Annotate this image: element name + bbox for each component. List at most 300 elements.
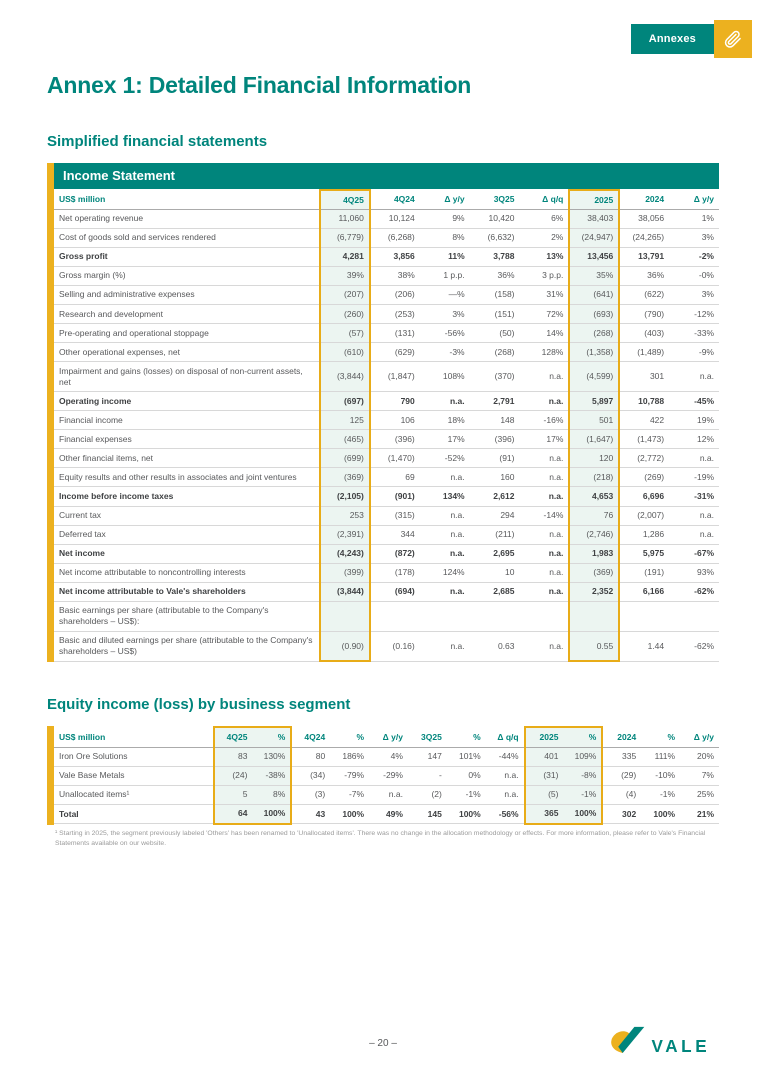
row-label: Other operational expenses, net	[54, 343, 320, 362]
row-label: Current tax	[54, 506, 320, 525]
cell: (0.90)	[320, 631, 370, 661]
cell: -16%	[520, 411, 570, 430]
income-statement-table	[54, 189, 719, 663]
row-label: Net income attributable to Vale's shareholders	[54, 582, 320, 601]
page-number: – 20 –	[369, 1038, 397, 1049]
cell: 6,166	[619, 582, 669, 601]
table-row	[54, 430, 719, 449]
cell: (253)	[370, 305, 420, 324]
cell: 3%	[420, 305, 470, 324]
cell: 125	[320, 411, 370, 430]
cell: n.a.	[420, 631, 470, 661]
cell: 9%	[420, 209, 470, 228]
table-row	[54, 449, 719, 468]
cell: 1%	[669, 209, 719, 228]
cell	[370, 601, 420, 631]
row-label: Pre-operating and operational stoppage	[54, 324, 320, 343]
table-row	[54, 468, 719, 487]
cell: 43	[291, 804, 330, 824]
cell: n.a.	[669, 449, 719, 468]
table-row	[54, 324, 719, 343]
cell: 20%	[680, 747, 719, 766]
cell: n.a.	[669, 525, 719, 544]
cell: 0.63	[470, 631, 520, 661]
cell: n.a.	[669, 362, 719, 392]
cell: (191)	[619, 563, 669, 582]
column-header: %	[330, 727, 369, 747]
cell: 49%	[369, 804, 408, 824]
column-header: %	[252, 727, 291, 747]
cell	[470, 601, 520, 631]
column-header: Δ q/q	[520, 190, 570, 210]
cell: (370)	[470, 362, 520, 392]
cell: (315)	[370, 506, 420, 525]
cell: 100%	[447, 804, 486, 824]
cell: -1%	[563, 785, 602, 804]
cell: 13,456	[569, 247, 619, 266]
cell: 108%	[420, 362, 470, 392]
cell: 76	[569, 506, 619, 525]
column-header: 4Q24	[291, 727, 330, 747]
cell: 1 p.p.	[420, 266, 470, 285]
cell: (151)	[470, 305, 520, 324]
cell: 1,983	[569, 544, 619, 563]
cell: (4)	[602, 785, 641, 804]
cell: n.a.	[669, 506, 719, 525]
cell: 3%	[669, 228, 719, 247]
cell: (694)	[370, 582, 420, 601]
cell: 10,124	[370, 209, 420, 228]
cell: 2,352	[569, 582, 619, 601]
cell: (6,632)	[470, 228, 520, 247]
cell: (0.16)	[370, 631, 420, 661]
cell: 36%	[619, 266, 669, 285]
column-header: Δ q/q	[486, 727, 525, 747]
cell: 35%	[569, 266, 619, 285]
cell: 13%	[520, 247, 570, 266]
table-row	[54, 228, 719, 247]
cell: 2%	[520, 228, 570, 247]
cell: 253	[320, 506, 370, 525]
cell: 38,056	[619, 209, 669, 228]
cell: -38%	[252, 766, 291, 785]
cell: (2)	[408, 785, 447, 804]
cell: 80	[291, 747, 330, 766]
cell: 3 p.p.	[520, 266, 570, 285]
cell: (872)	[370, 544, 420, 563]
table-row	[54, 487, 719, 506]
table-row	[54, 525, 719, 544]
column-header: Δ y/y	[680, 727, 719, 747]
cell: (399)	[320, 563, 370, 582]
cell: -67%	[669, 544, 719, 563]
cell	[420, 601, 470, 631]
row-label: Other financial items, net	[54, 449, 320, 468]
column-header: %	[563, 727, 602, 747]
cell: 100%	[252, 804, 291, 824]
table-row	[54, 804, 719, 824]
cell: (790)	[619, 305, 669, 324]
cell: 2,612	[470, 487, 520, 506]
cell: (1,470)	[370, 449, 420, 468]
cell	[320, 601, 370, 631]
cell: -1%	[447, 785, 486, 804]
row-label: Equity results and other results in associates and joint ventures	[54, 468, 320, 487]
row-label: Financial expenses	[54, 430, 320, 449]
row-label: Selling and administrative expenses	[54, 285, 320, 304]
cell: 100%	[641, 804, 680, 824]
cell: (3)	[291, 785, 330, 804]
cell: 6,696	[619, 487, 669, 506]
cell: (34)	[291, 766, 330, 785]
cell: n.a.	[420, 582, 470, 601]
header-row	[54, 190, 719, 210]
equity-income-table	[54, 726, 719, 824]
cell: 11%	[420, 247, 470, 266]
income-statement-title: Income Statement	[54, 163, 719, 189]
cell: 38,403	[569, 209, 619, 228]
cell: (24,947)	[569, 228, 619, 247]
cell: (2,105)	[320, 487, 370, 506]
cell: (629)	[370, 343, 420, 362]
table-row	[54, 285, 719, 304]
cell: -33%	[669, 324, 719, 343]
cell: 2,791	[470, 392, 520, 411]
cell: n.a.	[486, 785, 525, 804]
row-label: Iron Ore Solutions	[54, 747, 214, 766]
cell: n.a.	[420, 392, 470, 411]
column-header: 3Q25	[408, 727, 447, 747]
row-label: Financial income	[54, 411, 320, 430]
row-label: Unallocated items¹	[54, 785, 214, 804]
cell: 145	[408, 804, 447, 824]
cell: 17%	[420, 430, 470, 449]
cell: 186%	[330, 747, 369, 766]
row-label: Cost of goods sold and services rendered	[54, 228, 320, 247]
cell: 294	[470, 506, 520, 525]
cell: 7%	[680, 766, 719, 785]
cell: 10	[470, 563, 520, 582]
row-label: Gross profit	[54, 247, 320, 266]
cell: n.a.	[369, 785, 408, 804]
row-label: Vale Base Metals	[54, 766, 214, 785]
cell: -10%	[641, 766, 680, 785]
table-row	[54, 266, 719, 285]
cell: 100%	[330, 804, 369, 824]
page-title: Annex 1: Detailed Financial Information	[47, 72, 472, 98]
table-row	[54, 601, 719, 631]
cell: (24,265)	[619, 228, 669, 247]
table-row	[54, 747, 719, 766]
cell: (3,844)	[320, 582, 370, 601]
cell: (2,007)	[619, 506, 669, 525]
paperclip-icon	[714, 20, 752, 58]
cell: -14%	[520, 506, 570, 525]
cell: (178)	[370, 563, 420, 582]
cell: 4,653	[569, 487, 619, 506]
cell: (211)	[470, 525, 520, 544]
cell: 1.44	[619, 631, 669, 661]
cell: 3,856	[370, 247, 420, 266]
cell: (396)	[370, 430, 420, 449]
cell: (1,358)	[569, 343, 619, 362]
cell: 19%	[669, 411, 719, 430]
cell: 344	[370, 525, 420, 544]
column-header: Δ y/y	[369, 727, 408, 747]
cell: (268)	[470, 343, 520, 362]
table-row	[54, 563, 719, 582]
cell: -12%	[669, 305, 719, 324]
footnote: ¹ Starting in 2025, the segment previously labeled 'Others' has been renamed to 'Unallocated items'. There was no change in the allocation methodology or effects. For more information, please refer to Vale's Financial Statements available on our website.	[55, 829, 706, 847]
cell	[619, 601, 669, 631]
cell: (369)	[569, 563, 619, 582]
cell: 335	[602, 747, 641, 766]
cell: n.a.	[520, 631, 570, 661]
cell: (610)	[320, 343, 370, 362]
cell: n.a.	[520, 468, 570, 487]
cell: n.a.	[520, 392, 570, 411]
cell: -7%	[330, 785, 369, 804]
cell: 5	[214, 785, 253, 804]
cell: (2,772)	[619, 449, 669, 468]
cell: -56%	[486, 804, 525, 824]
row-label: Basic earnings per share (attributable to the Company's shareholders – US$):	[54, 601, 320, 631]
table-row	[54, 343, 719, 362]
unit-header: US$ million	[54, 727, 214, 747]
paperclip-glyph	[723, 29, 743, 49]
cell: (1,847)	[370, 362, 420, 392]
cell: (2,746)	[569, 525, 619, 544]
cell: (1,473)	[619, 430, 669, 449]
cell: 5,975	[619, 544, 669, 563]
table-row	[54, 766, 719, 785]
cell: 13,791	[619, 247, 669, 266]
cell: (4,243)	[320, 544, 370, 563]
table-row	[54, 544, 719, 563]
cell: 2,695	[470, 544, 520, 563]
column-header: 4Q25	[214, 727, 253, 747]
cell: (622)	[619, 285, 669, 304]
section-heading-equity: Equity income (loss) by business segment	[47, 696, 351, 714]
row-label: Gross margin (%)	[54, 266, 320, 285]
cell: -19%	[669, 468, 719, 487]
cell: n.a.	[420, 506, 470, 525]
unit-header: US$ million	[54, 190, 320, 210]
cell: -1%	[641, 785, 680, 804]
cell: 109%	[563, 747, 602, 766]
column-header: 4Q25	[320, 190, 370, 210]
cell: 18%	[420, 411, 470, 430]
cell: n.a.	[520, 449, 570, 468]
column-header: 2025	[525, 727, 564, 747]
cell: (1,489)	[619, 343, 669, 362]
cell: 148	[470, 411, 520, 430]
cell: 17%	[520, 430, 570, 449]
cell: 93%	[669, 563, 719, 582]
column-header: 4Q24	[370, 190, 420, 210]
vale-logo-mark	[606, 1026, 724, 1062]
cell: (57)	[320, 324, 370, 343]
cell: 1,286	[619, 525, 669, 544]
cell: 64	[214, 804, 253, 824]
cell: 3,788	[470, 247, 520, 266]
cell: 124%	[420, 563, 470, 582]
cell: -31%	[669, 487, 719, 506]
cell: (260)	[320, 305, 370, 324]
cell: -45%	[669, 392, 719, 411]
cell: (218)	[569, 468, 619, 487]
cell: 4,281	[320, 247, 370, 266]
table-row	[54, 582, 719, 601]
cell: (697)	[320, 392, 370, 411]
cell: (699)	[320, 449, 370, 468]
vale-logo	[606, 1026, 724, 1067]
row-label: Net operating revenue	[54, 209, 320, 228]
cell: (3,844)	[320, 362, 370, 392]
row-label: Net income attributable to noncontrolling interests	[54, 563, 320, 582]
cell: (206)	[370, 285, 420, 304]
table-row	[54, 411, 719, 430]
cell: (158)	[470, 285, 520, 304]
cell	[569, 601, 619, 631]
cell: -29%	[369, 766, 408, 785]
column-header: 2024	[619, 190, 669, 210]
cell: 501	[569, 411, 619, 430]
cell: -52%	[420, 449, 470, 468]
cell: 401	[525, 747, 564, 766]
column-header: %	[447, 727, 486, 747]
cell: -8%	[563, 766, 602, 785]
row-label: Deferred tax	[54, 525, 320, 544]
cell: n.a.	[520, 563, 570, 582]
cell: 12%	[669, 430, 719, 449]
cell: (268)	[569, 324, 619, 343]
cell: 301	[619, 362, 669, 392]
table-row	[54, 209, 719, 228]
table-row	[54, 785, 719, 804]
cell: (901)	[370, 487, 420, 506]
section-heading-simplified: Simplified financial statements	[47, 133, 268, 150]
cell: 365	[525, 804, 564, 824]
row-label: Operating income	[54, 392, 320, 411]
cell: 36%	[470, 266, 520, 285]
cell: n.a.	[420, 468, 470, 487]
cell: -9%	[669, 343, 719, 362]
table-row	[54, 247, 719, 266]
annexes-tab[interactable]	[631, 24, 714, 54]
cell: 14%	[520, 324, 570, 343]
row-label: Total	[54, 804, 214, 824]
cell: 134%	[420, 487, 470, 506]
cell: n.a.	[486, 766, 525, 785]
cell: 11,060	[320, 209, 370, 228]
equity-income-block	[47, 726, 719, 824]
cell: 0%	[447, 766, 486, 785]
cell: n.a.	[420, 525, 470, 544]
column-header: 2024	[602, 727, 641, 747]
cell: (31)	[525, 766, 564, 785]
cell: 422	[619, 411, 669, 430]
row-label: Impairment and gains (losses) on disposal of non-current assets, net	[54, 362, 320, 392]
cell: 302	[602, 804, 641, 824]
cell: 160	[470, 468, 520, 487]
cell: 5,897	[569, 392, 619, 411]
cell: -79%	[330, 766, 369, 785]
table-row	[54, 506, 719, 525]
cell: -62%	[669, 631, 719, 661]
row-label: Net income	[54, 544, 320, 563]
cell: 10,420	[470, 209, 520, 228]
table-row	[54, 362, 719, 392]
cell: -44%	[486, 747, 525, 766]
cell: 69	[370, 468, 420, 487]
cell: 38%	[370, 266, 420, 285]
column-header: 3Q25	[470, 190, 520, 210]
cell: (6,268)	[370, 228, 420, 247]
header-row	[54, 727, 719, 747]
cell: 101%	[447, 747, 486, 766]
row-label: Basic and diluted earnings per share (attributable to the Company's shareholders – US$)	[54, 631, 320, 661]
cell: 111%	[641, 747, 680, 766]
cell: (50)	[470, 324, 520, 343]
cell: (403)	[619, 324, 669, 343]
cell: (396)	[470, 430, 520, 449]
cell: (1,647)	[569, 430, 619, 449]
cell: (91)	[470, 449, 520, 468]
cell: 128%	[520, 343, 570, 362]
cell	[520, 601, 570, 631]
cell: 72%	[520, 305, 570, 324]
cell: -2%	[669, 247, 719, 266]
table-row	[54, 392, 719, 411]
cell: n.a.	[520, 582, 570, 601]
column-header: Δ y/y	[420, 190, 470, 210]
cell: 790	[370, 392, 420, 411]
cell: -0%	[669, 266, 719, 285]
cell: 0.55	[569, 631, 619, 661]
cell: (24)	[214, 766, 253, 785]
cell: n.a.	[420, 544, 470, 563]
cell: 83	[214, 747, 253, 766]
cell: 120	[569, 449, 619, 468]
income-statement-block	[47, 163, 719, 662]
cell: —%	[420, 285, 470, 304]
column-header: Δ y/y	[669, 190, 719, 210]
cell: 31%	[520, 285, 570, 304]
column-header: 2025	[569, 190, 619, 210]
cell: (2,391)	[320, 525, 370, 544]
cell: 3%	[669, 285, 719, 304]
cell: (693)	[569, 305, 619, 324]
cell: 8%	[420, 228, 470, 247]
cell: n.a.	[520, 362, 570, 392]
cell: (269)	[619, 468, 669, 487]
row-label: Research and development	[54, 305, 320, 324]
cell: 6%	[520, 209, 570, 228]
cell: -56%	[420, 324, 470, 343]
row-label: Income before income taxes	[54, 487, 320, 506]
cell: 10,788	[619, 392, 669, 411]
cell: (4,599)	[569, 362, 619, 392]
cell: (207)	[320, 285, 370, 304]
cell: 21%	[680, 804, 719, 824]
table-row	[54, 305, 719, 324]
cell: 25%	[680, 785, 719, 804]
cell: -	[408, 766, 447, 785]
cell: (6,779)	[320, 228, 370, 247]
cell: n.a.	[520, 487, 570, 506]
cell: 147	[408, 747, 447, 766]
